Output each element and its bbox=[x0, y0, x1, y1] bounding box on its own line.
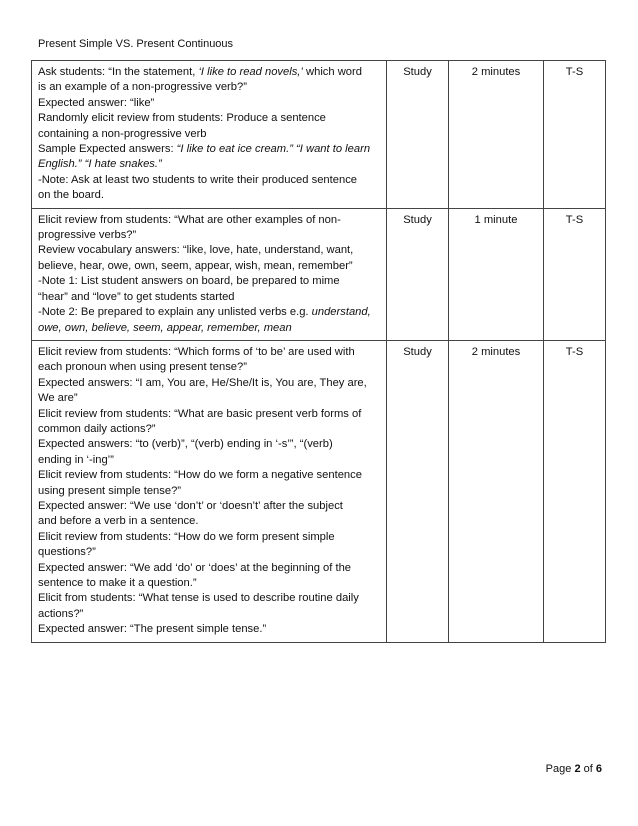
document-header: Present Simple VS. Present Continuous bbox=[38, 38, 234, 50]
page-of-label: of bbox=[583, 763, 593, 775]
activity-italic-text: “I like to eat ice cream.” “I want to learn bbox=[176, 143, 371, 156]
activity-italic-text: understand, bbox=[311, 306, 371, 319]
activity-italic-text: owe, own, believe, seem, appear, remember, mean bbox=[38, 321, 292, 334]
activity-text: Expected answer: “We add ‘do’ or ‘does’ at the beginning of the bbox=[38, 561, 352, 574]
activity-text: Expected answer: “We use ‘don’t’ or ‘doesn’t’ after the subject bbox=[38, 499, 343, 512]
activity-line bbox=[38, 290, 380, 305]
activity-text: progressive verbs?” bbox=[38, 229, 137, 242]
activity-line bbox=[38, 345, 380, 360]
activity-text: Elicit review from students: “How do we form a negative sentence bbox=[38, 469, 362, 482]
activity-cell bbox=[32, 340, 387, 642]
activity-text: questions?” bbox=[38, 546, 96, 559]
page-label: Page bbox=[545, 763, 572, 775]
activity-line bbox=[38, 607, 380, 622]
activity-line bbox=[38, 453, 380, 468]
activity-text: We are” bbox=[38, 392, 78, 405]
activity-line bbox=[38, 376, 380, 391]
activity-line bbox=[38, 65, 380, 80]
stage-cell: Study bbox=[387, 340, 449, 642]
activity-line bbox=[38, 188, 380, 203]
activity-line bbox=[38, 274, 380, 289]
interaction-cell: T-S bbox=[544, 340, 606, 642]
activity-text: Ask students: “In the statement, bbox=[38, 66, 199, 78]
time-cell: 2 minutes bbox=[449, 340, 544, 642]
page-total: 6 bbox=[595, 763, 602, 775]
activity-line bbox=[38, 96, 380, 111]
activity-text: Expected answer: “The present simple tense.” bbox=[38, 623, 267, 636]
lesson-plan-table bbox=[31, 60, 606, 643]
activity-line bbox=[38, 259, 380, 274]
activity-text: Elicit review from students: “Which forms of ‘to be’ are used with bbox=[38, 345, 355, 358]
activity-text: Review vocabulary answers: “like, love, hate, understand, want, bbox=[38, 244, 354, 257]
activity-cell bbox=[32, 208, 387, 340]
activity-line bbox=[38, 213, 380, 228]
activity-line bbox=[38, 591, 380, 606]
activity-text: Elicit review from students: “How do we form present simple bbox=[38, 530, 335, 543]
activity-text: sentence to make it a question.” bbox=[38, 577, 197, 589]
stage-cell: Study bbox=[387, 208, 449, 340]
activity-line bbox=[38, 228, 380, 243]
time-cell: 2 minutes bbox=[449, 61, 544, 209]
activity-line bbox=[38, 360, 380, 375]
activity-line bbox=[38, 243, 380, 258]
activity-text: actions?” bbox=[38, 607, 84, 620]
activity-text: Randomly elicit review from students: Produce a sentence bbox=[38, 112, 326, 125]
activity-line bbox=[38, 499, 380, 514]
activity-text: -Note: Ask at least two students to write their produced sentence bbox=[38, 173, 358, 186]
activity-line bbox=[38, 530, 380, 545]
activity-text: “hear” and “love” to get students started bbox=[38, 290, 235, 303]
activity-line bbox=[38, 407, 380, 422]
activity-line bbox=[38, 80, 380, 95]
activity-text: is an example of a non-progressive verb?” bbox=[38, 81, 247, 94]
activity-line bbox=[38, 622, 380, 637]
activity-line bbox=[38, 468, 380, 483]
activity-line bbox=[38, 173, 380, 188]
activity-text: which word bbox=[302, 66, 362, 78]
activity-line bbox=[38, 142, 380, 157]
activity-text: Elicit review from students: “What are other examples of non- bbox=[38, 213, 341, 226]
activity-line bbox=[38, 305, 380, 320]
table-row bbox=[32, 208, 606, 340]
table-row bbox=[32, 340, 606, 642]
activity-line bbox=[38, 561, 380, 576]
activity-text: Elicit from students: “What tense is used to describe routine daily bbox=[38, 592, 359, 605]
activity-text: and before a verb in a sentence. bbox=[38, 515, 199, 528]
page-current: 2 bbox=[574, 763, 581, 775]
activity-text: -Note 2: Be prepared to explain any unlisted verbs e.g. bbox=[38, 306, 312, 319]
stage-cell: Study bbox=[387, 61, 449, 209]
interaction-cell: T-S bbox=[544, 61, 606, 209]
activity-text: Elicit review from students: “What are basic present verb forms of bbox=[38, 407, 362, 420]
activity-line bbox=[38, 127, 380, 142]
page-footer bbox=[546, 763, 602, 775]
activity-text: ending in ‘-ing’” bbox=[38, 453, 114, 466]
activity-text: common daily actions?” bbox=[38, 422, 156, 435]
activity-line bbox=[38, 391, 380, 406]
activity-line bbox=[38, 437, 380, 452]
interaction-cell: T-S bbox=[544, 208, 606, 340]
activity-text: -Note 1: List student answers on board, be prepared to mime bbox=[38, 275, 340, 288]
activity-line bbox=[38, 514, 380, 529]
time-cell: 1 minute bbox=[449, 208, 544, 340]
activity-text: Expected answers: “to (verb)”, “(verb) ending in ‘-s’”, “(verb) bbox=[38, 438, 333, 451]
activity-text: on the board. bbox=[38, 189, 104, 202]
activity-line bbox=[38, 576, 380, 591]
table-row bbox=[32, 61, 606, 209]
activity-text: each pronoun when using present tense?” bbox=[38, 361, 247, 374]
activity-line bbox=[38, 422, 380, 437]
activity-text: containing a non-progressive verb bbox=[38, 127, 207, 140]
activity-cell bbox=[32, 61, 387, 209]
activity-line bbox=[38, 484, 380, 499]
activity-text: Expected answers: “I am, You are, He/She/It is, You are, They are, bbox=[38, 376, 367, 389]
activity-text: using present simple tense?” bbox=[38, 484, 182, 497]
activity-italic-text: ‘I like to read novels,’ bbox=[198, 66, 303, 78]
activity-italic-text: English.” “I hate snakes.” bbox=[38, 158, 162, 171]
activity-text: Expected answer: “like” bbox=[38, 96, 155, 109]
activity-line bbox=[38, 545, 380, 560]
activity-line bbox=[38, 321, 380, 336]
activity-text: Sample Expected answers: bbox=[38, 143, 177, 156]
activity-text: believe, hear, owe, own, seem, appear, wish, mean, remember” bbox=[38, 259, 353, 272]
activity-line bbox=[38, 157, 380, 172]
activity-line bbox=[38, 111, 380, 126]
